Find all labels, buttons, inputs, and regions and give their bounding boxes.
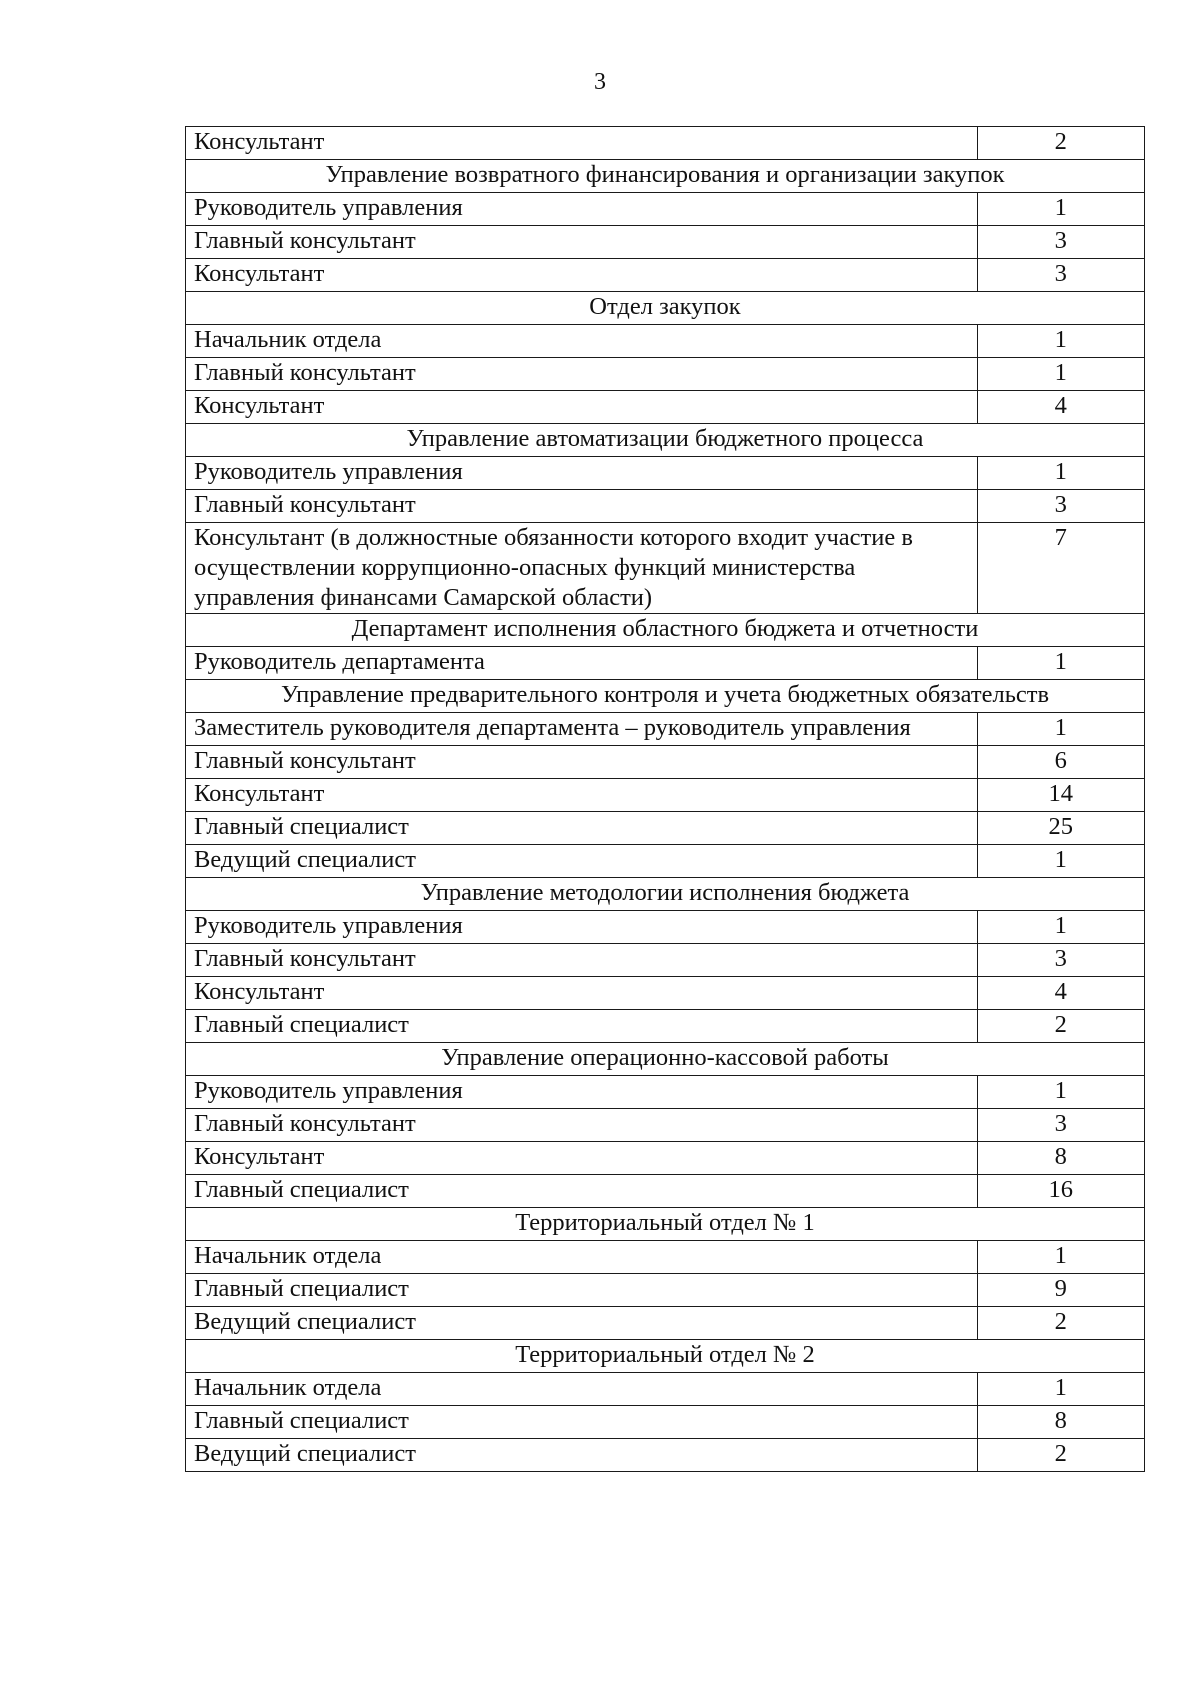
count-cell: 14 [977,779,1145,812]
position-cell: Главный специалист [186,812,978,845]
position-cell: Главный специалист [186,1406,978,1439]
position-cell: Начальник отдела [186,1373,978,1406]
section-header-row [186,1043,1145,1076]
section-title: Управление предварительного контроля и учета бюджетных обязательств [186,680,1145,713]
count-cell: 3 [977,226,1145,259]
position-cell: Ведущий специалист [186,845,978,878]
count-cell: 7 [977,523,1145,614]
section-title: Департамент исполнения областного бюджета и отчетности [186,614,1145,647]
count-cell: 25 [977,812,1145,845]
count-cell: 9 [977,1274,1145,1307]
position-cell: Консультант [186,391,978,424]
section-title: Отдел закупок [186,292,1145,325]
position-cell: Главный специалист [186,1274,978,1307]
section-header-row [186,878,1145,911]
section-header-row [186,424,1145,457]
position-cell: Начальник отдела [186,325,978,358]
section-title: Управление возвратного финансирования и организации закупок [186,160,1145,193]
table-row [186,746,1145,779]
table-row [186,1373,1145,1406]
section-header-row [186,160,1145,193]
section-header-row [186,680,1145,713]
position-cell: Главный консультант [186,490,978,523]
count-cell: 1 [977,358,1145,391]
count-cell: 3 [977,1109,1145,1142]
count-cell: 6 [977,746,1145,779]
table-row [186,1142,1145,1175]
count-cell: 1 [977,845,1145,878]
position-cell: Консультант [186,1142,978,1175]
position-cell: Заместитель руководителя департамента – руководитель управления [186,713,978,746]
section-header-row [186,292,1145,325]
position-cell: Руководитель управления [186,1076,978,1109]
table-row [186,1109,1145,1142]
section-header-row [186,1340,1145,1373]
table-row [186,1076,1145,1109]
table-row [186,457,1145,490]
table-row [186,944,1145,977]
count-cell: 1 [977,325,1145,358]
table-row [186,1175,1145,1208]
position-cell: Главный консультант [186,746,978,779]
count-cell: 4 [977,977,1145,1010]
position-cell: Консультант [186,977,978,1010]
position-cell: Начальник отдела [186,1241,978,1274]
count-cell: 1 [977,713,1145,746]
table-row [186,1406,1145,1439]
count-cell: 2 [977,1010,1145,1043]
table-row [186,1010,1145,1043]
table-row [186,490,1145,523]
table-row [186,1274,1145,1307]
table-row [186,1439,1145,1472]
table-row [186,358,1145,391]
table-row [186,1241,1145,1274]
position-cell: Консультант [186,779,978,812]
position-cell: Консультант [186,259,978,292]
section-title: Территориальный отдел № 1 [186,1208,1145,1241]
count-cell: 1 [977,193,1145,226]
count-cell: 1 [977,1373,1145,1406]
position-cell: Ведущий специалист [186,1307,978,1340]
position-cell: Главный консультант [186,358,978,391]
section-title: Управление операционно-кассовой работы [186,1043,1145,1076]
count-cell: 1 [977,1241,1145,1274]
section-title: Управление автоматизации бюджетного процесса [186,424,1145,457]
section-header-row [186,614,1145,647]
count-cell: 3 [977,490,1145,523]
position-cell: Руководитель департамента [186,647,978,680]
table-row [186,127,1145,160]
position-cell: Главный специалист [186,1175,978,1208]
count-cell: 1 [977,457,1145,490]
position-cell: Руководитель управления [186,457,978,490]
table-row [186,911,1145,944]
position-cell: Руководитель управления [186,193,978,226]
position-cell: Главный консультант [186,226,978,259]
table-row [186,713,1145,746]
table-row [186,391,1145,424]
count-cell: 1 [977,647,1145,680]
section-header-row [186,1208,1145,1241]
table-row [186,193,1145,226]
table-row [186,226,1145,259]
count-cell: 1 [977,1076,1145,1109]
position-cell: Главный специалист [186,1010,978,1043]
count-cell: 2 [977,1439,1145,1472]
staff-table [185,126,1145,1472]
position-cell: Руководитель управления [186,911,978,944]
count-cell: 4 [977,391,1145,424]
section-title: Управление методологии исполнения бюджета [186,878,1145,911]
count-cell: 2 [977,127,1145,160]
count-cell: 3 [977,944,1145,977]
section-title: Территориальный отдел № 2 [186,1340,1145,1373]
table-row [186,647,1145,680]
count-cell: 16 [977,1175,1145,1208]
table-row [186,812,1145,845]
table-row [186,259,1145,292]
position-cell: Консультант [186,127,978,160]
table-row [186,1307,1145,1340]
table-row [186,845,1145,878]
position-cell: Главный консультант [186,1109,978,1142]
position-cell: Главный консультант [186,944,978,977]
table-row [186,779,1145,812]
count-cell: 8 [977,1406,1145,1439]
page-number: 3 [594,69,606,95]
count-cell: 2 [977,1307,1145,1340]
count-cell: 1 [977,911,1145,944]
position-cell: Ведущий специалист [186,1439,978,1472]
table-row [186,977,1145,1010]
position-cell: Консультант (в должностные обязанности которого входит участие в осуществлении коррупционно-опасных функций министерства управления финансами Самарской области) [186,523,978,614]
table-row [186,523,1145,614]
count-cell: 8 [977,1142,1145,1175]
count-cell: 3 [977,259,1145,292]
table-row [186,325,1145,358]
staff-table-body [186,127,1145,1472]
